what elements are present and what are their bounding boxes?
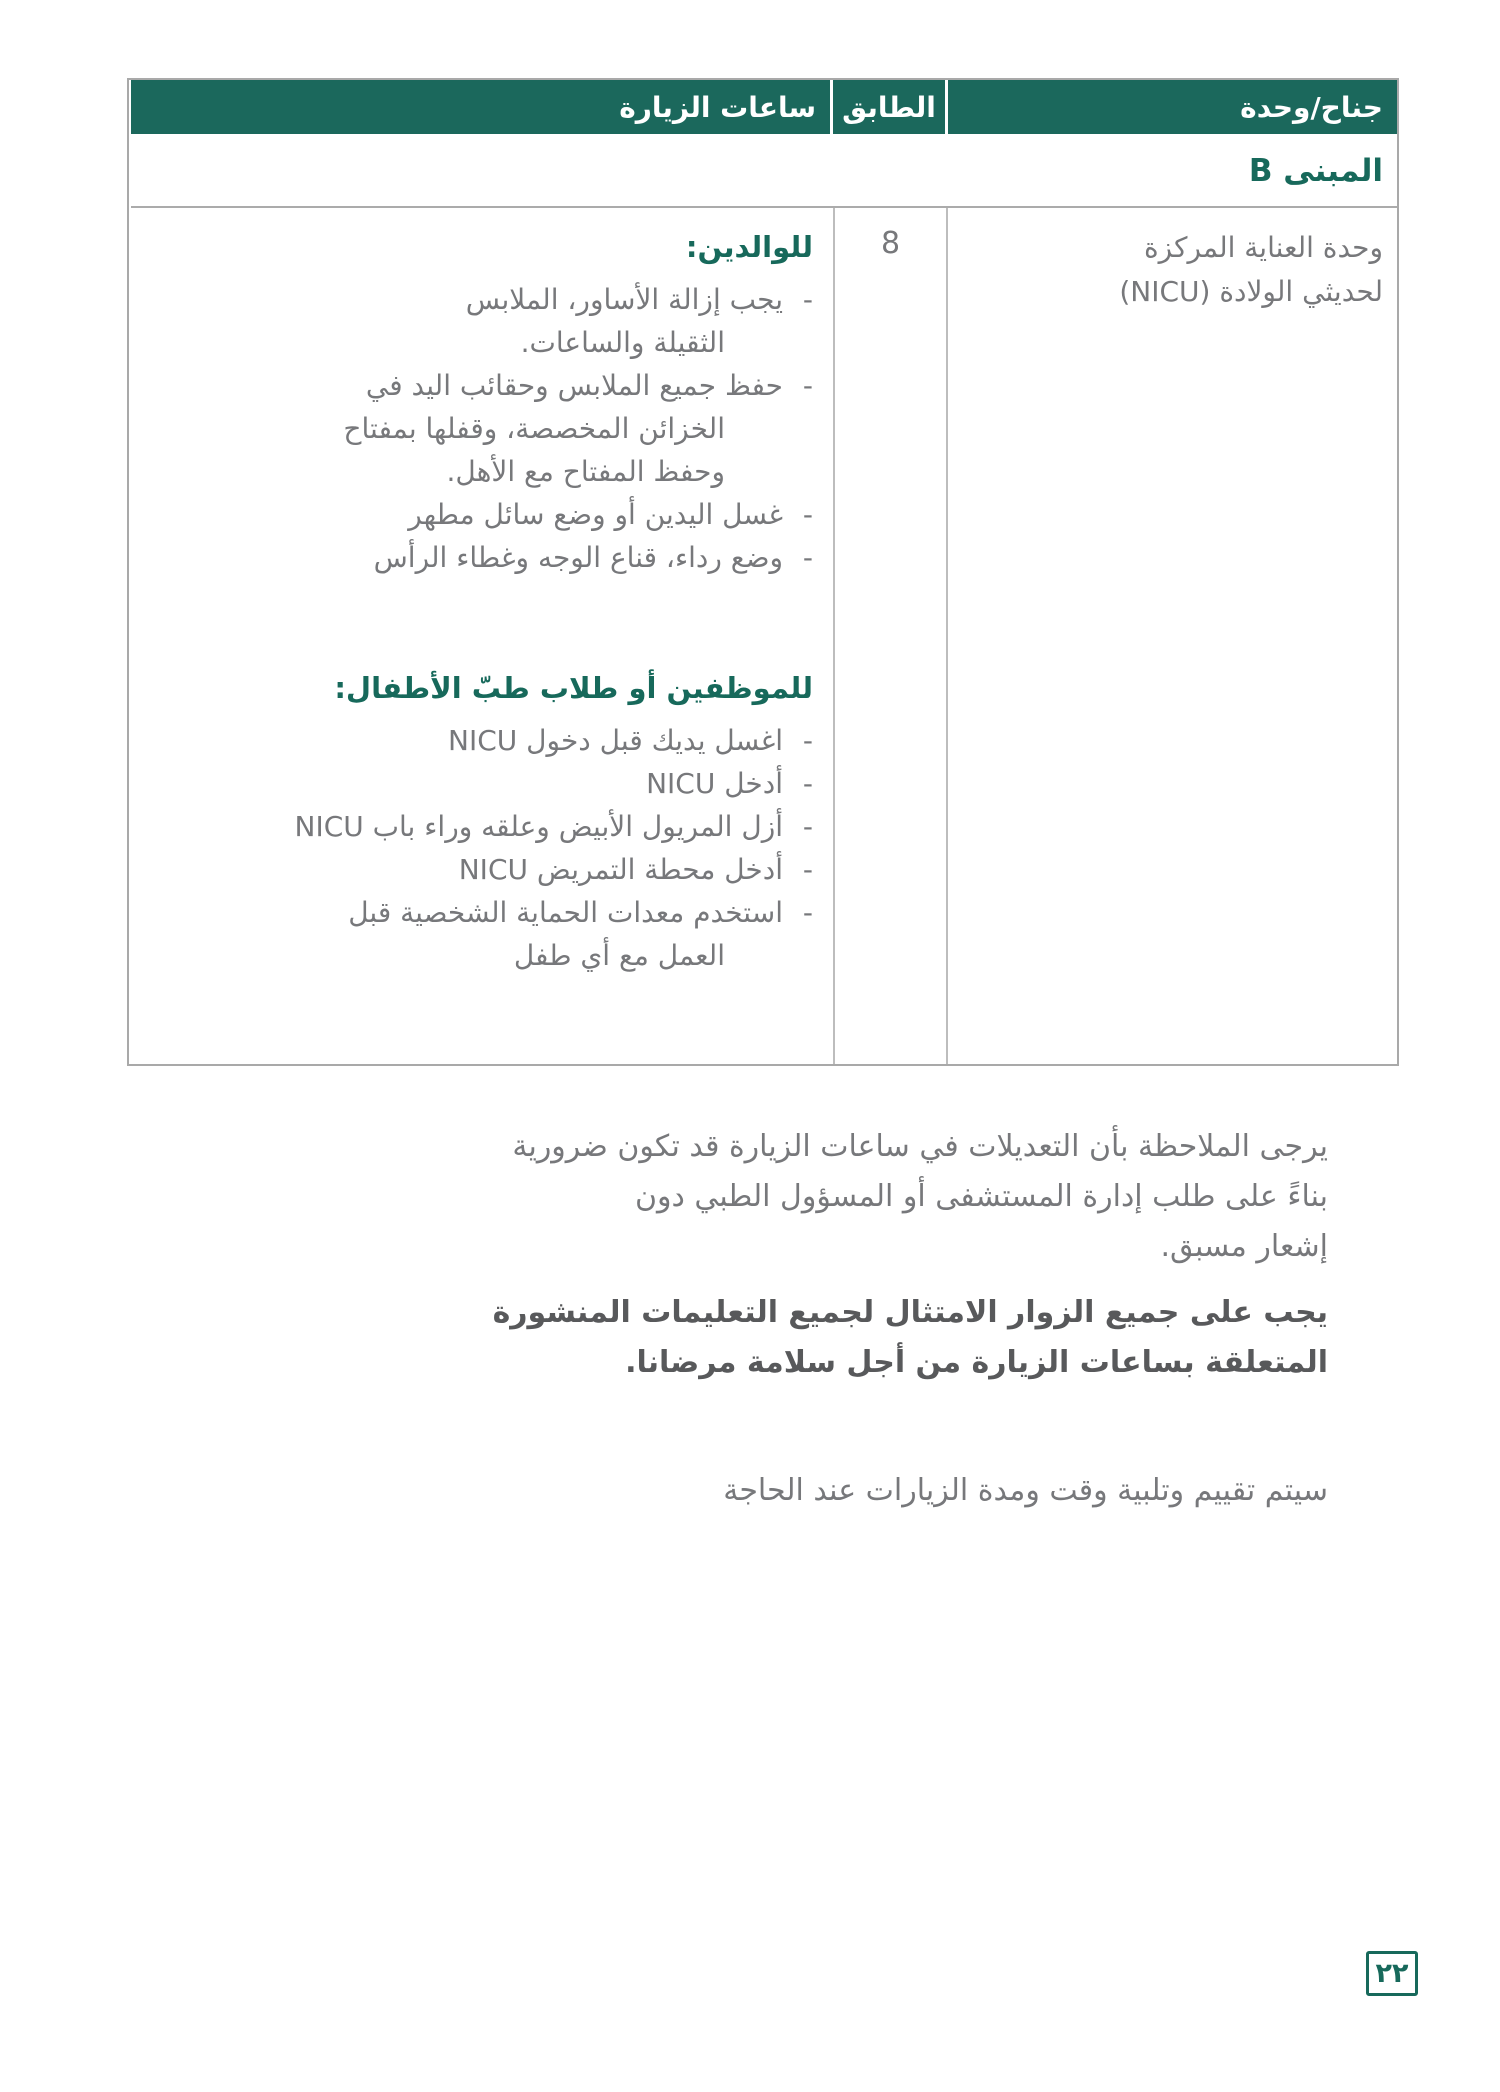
text-line: المتعلقة بساعات الزيارة من أجل سلامة مرضانا. <box>625 1345 1328 1380</box>
dash-bullet-marker: - <box>802 724 813 757</box>
dash-bullet-marker: - <box>802 853 813 886</box>
list-item-text <box>295 805 783 848</box>
text-line: بناءً على طلب إدارة المستشفى أو المسؤول الطبي دون <box>634 1179 1328 1214</box>
note-paragraph <box>368 1122 1328 1272</box>
list-item <box>139 719 813 762</box>
text-line: حفظ جميع الملابس وحقائب اليد في <box>365 369 783 402</box>
dash-bullet-marker: - <box>802 498 813 531</box>
text-line: أدخل NICU <box>646 767 783 800</box>
dash-bullet-marker: - <box>802 767 813 800</box>
dash-bullet-marker: - <box>802 369 813 402</box>
text-line: وحدة العناية المركزة <box>1144 231 1383 264</box>
column-header-hours: ساعات الزيارة <box>131 80 833 136</box>
text-line: إشعار مسبق. <box>1160 1229 1328 1264</box>
visiting-hours-cell <box>131 208 833 1064</box>
building-section-row: المبنى B <box>131 136 1397 208</box>
column-header-floor: الطابق <box>833 80 948 136</box>
list-item <box>139 891 813 977</box>
text-line: وضع رداء، قناع الوجه وغطاء الرأس <box>373 541 783 574</box>
text-line: العمل مع أي طفل <box>513 939 725 972</box>
list-item <box>139 493 813 536</box>
text-line: الخزائن المخصصة، وقفلها بمفتاح <box>343 412 725 445</box>
dash-bullet-marker: - <box>802 896 813 929</box>
list-item-text <box>374 536 783 579</box>
unit-name-cell <box>948 208 1397 1064</box>
dash-bullet-marker: - <box>802 541 813 574</box>
text-line: الثقيلة والساعات. <box>520 326 725 359</box>
text-line: سيتم تقييم وتلبية وقت ومدة الزيارات عند الحاجة <box>723 1473 1328 1508</box>
text-line: يجب على جميع الزوار الامتثال لجميع التعليمات المنشورة <box>492 1295 1328 1330</box>
text-line: استخدم معدات الحماية الشخصية قبل <box>348 896 783 929</box>
list-item <box>139 364 813 493</box>
note-paragraph <box>368 1466 1328 1516</box>
list-item-text <box>408 493 783 536</box>
text-line: أزل المريول الأبيض وعلقه وراء باب NICU <box>294 810 783 843</box>
section-title: للموظفين أو طلاب طبّ الأطفال: <box>334 671 813 705</box>
list-item-text <box>646 762 783 805</box>
text-line: غسل اليدين أو وضع سائل مطهر <box>408 498 783 531</box>
note-paragraph <box>368 1288 1328 1388</box>
text-line: لحديثي الولادة (NICU) <box>1119 275 1383 308</box>
list-item <box>139 848 813 891</box>
dash-bullet-marker: - <box>802 810 813 843</box>
list-item-text <box>348 891 783 977</box>
page-number-badge: ٢٢ <box>1366 1951 1418 1996</box>
column-header-unit: جناح/وحدة <box>948 80 1397 136</box>
footer-notes <box>368 1122 1328 1516</box>
text-line: وحفظ المفتاح مع الأهل. <box>446 455 725 488</box>
floor-cell: 8 <box>833 208 948 1064</box>
list-item-text <box>448 719 783 762</box>
text-line: يجب إزالة الأساور، الملابس <box>465 283 783 316</box>
list-item <box>139 762 813 805</box>
list-item <box>139 278 813 364</box>
text-line: اغسل يديك قبل دخول NICU <box>448 724 783 757</box>
section-title: للوالدين: <box>685 230 813 264</box>
list-item-text <box>343 364 783 493</box>
text-line: يرجى الملاحظة بأن التعديلات في ساعات الزيارة قد تكون ضرورية <box>512 1129 1328 1164</box>
instruction-section <box>139 224 813 579</box>
instruction-section <box>139 665 813 977</box>
visiting-hours-table <box>127 78 1399 1066</box>
list-item <box>139 536 813 579</box>
text-line: أدخل محطة التمريض NICU <box>458 853 783 886</box>
list-item-text <box>459 848 783 891</box>
dash-bullet-marker: - <box>802 283 813 316</box>
list-item <box>139 805 813 848</box>
list-item-text <box>466 278 783 364</box>
